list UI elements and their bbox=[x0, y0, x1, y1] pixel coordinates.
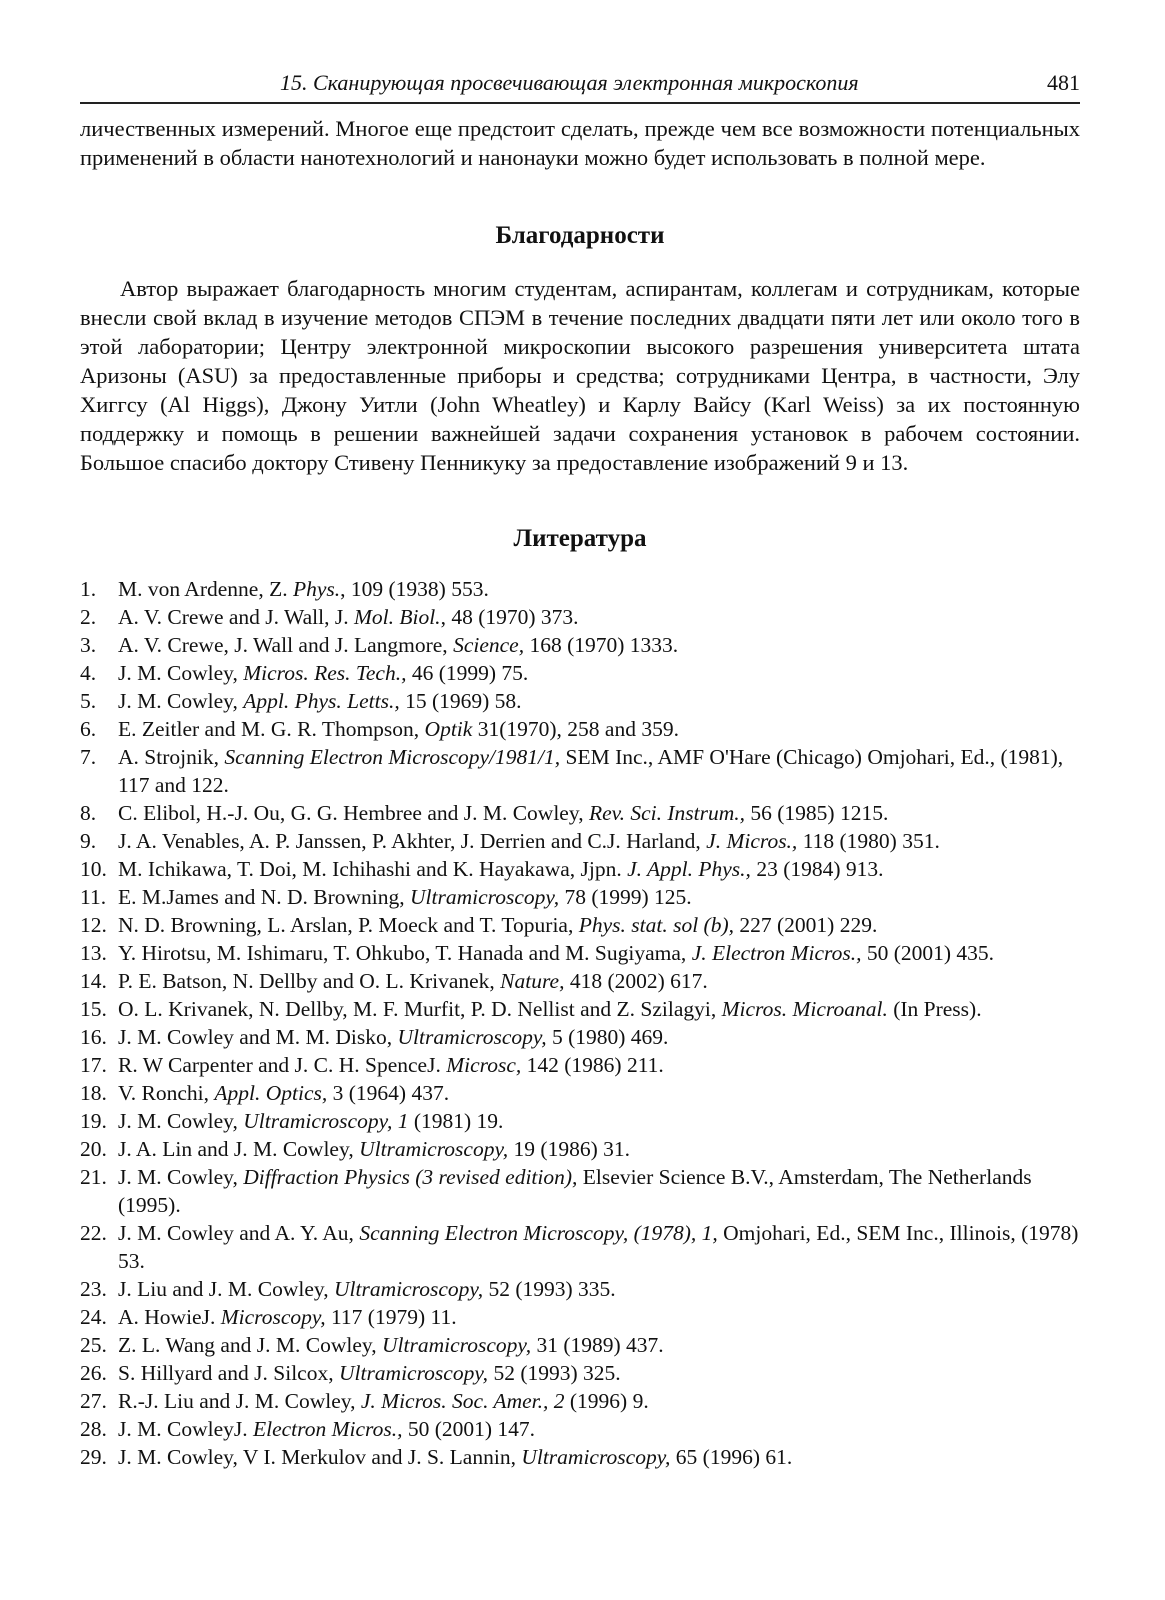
reference-details: Omjohari, Ed., SEM Inc., Illinois, (1978) 53. bbox=[118, 1221, 1079, 1273]
reference-number: 24. bbox=[80, 1305, 107, 1329]
reference-details: 118 (1980) 351. bbox=[797, 829, 940, 853]
reference-item bbox=[80, 1163, 1080, 1219]
reference-number: 7. bbox=[80, 745, 97, 769]
reference-source: J. Micros., bbox=[706, 829, 798, 853]
reference-source: Appl. Phys. Letts., bbox=[243, 689, 400, 713]
page bbox=[80, 70, 1080, 1471]
reference-text bbox=[118, 1415, 1080, 1443]
reference-authors: N. D. Browning, L. Arslan, P. Moeck and T. Topuria, bbox=[118, 913, 579, 937]
reference-number: 22. bbox=[80, 1221, 107, 1245]
reference-source: J. Appl. Phys., bbox=[627, 857, 751, 881]
reference-source: Phys. bbox=[292, 577, 341, 601]
reference-details: 15 (1969) 58. bbox=[399, 689, 522, 713]
reference-source: Appl. Optics, bbox=[214, 1081, 328, 1105]
reference-details: SEM Inc., AMF O'Hare (Chicago) Omjohari, Ed., (1981), 117 and 122. bbox=[118, 745, 1064, 797]
reference-item bbox=[80, 939, 1080, 967]
reference-item bbox=[80, 1275, 1080, 1303]
reference-source: J. Electron Micros., bbox=[691, 941, 862, 965]
reference-source: Micros. Microanal. bbox=[721, 997, 888, 1021]
reference-details: 78 (1999) 125. bbox=[559, 885, 692, 909]
reference-authors: E. Zeitler and M. G. R. Thompson, bbox=[118, 717, 425, 741]
reference-item bbox=[80, 1443, 1080, 1471]
reference-authors: S. Hillyard and J. Silcox, bbox=[118, 1361, 339, 1385]
reference-source: Micros. Res. Tech., bbox=[243, 661, 407, 685]
literature-heading: Литература bbox=[513, 525, 647, 552]
reference-source: Science, bbox=[453, 633, 525, 657]
reference-item bbox=[80, 659, 1080, 687]
reference-number: 28. bbox=[80, 1417, 107, 1441]
reference-details: 168 (1970) 1333. bbox=[524, 633, 679, 657]
reference-number: 26. bbox=[80, 1361, 107, 1385]
reference-text bbox=[118, 1135, 1080, 1163]
reference-text bbox=[118, 827, 1080, 855]
reference-details: , 109 (1938) 553. bbox=[340, 577, 489, 601]
reference-item bbox=[80, 1387, 1080, 1415]
reference-authors: A. V. Crewe and J. Wall, J. bbox=[118, 605, 354, 629]
reference-text bbox=[118, 1387, 1080, 1415]
reference-item bbox=[80, 631, 1080, 659]
reference-authors: P. E. Batson, N. Dellby and O. L. Krivanek, bbox=[118, 969, 501, 993]
reference-source: Ultramicroscopy, bbox=[338, 1361, 489, 1385]
reference-details: 56 (1985) 1215. bbox=[745, 801, 889, 825]
reference-authors: Z. L. Wang and J. M. Cowley, bbox=[118, 1333, 383, 1357]
reference-details: 227 (2001) 229. bbox=[734, 913, 878, 937]
reference-item bbox=[80, 1415, 1080, 1443]
reference-details: 52 (1993) 335. bbox=[483, 1277, 616, 1301]
reference-item bbox=[80, 911, 1080, 939]
reference-source: Nature, bbox=[500, 969, 565, 993]
reference-text bbox=[118, 659, 1080, 687]
reference-details: 65 (1996) 61. bbox=[670, 1445, 793, 1469]
reference-number: 20. bbox=[80, 1137, 107, 1161]
page-number: 481 bbox=[1047, 70, 1080, 95]
reference-text bbox=[118, 995, 1080, 1023]
reference-details: 117 (1979) 11. bbox=[325, 1305, 457, 1329]
reference-text bbox=[118, 883, 1080, 911]
reference-item bbox=[80, 1219, 1080, 1275]
reference-item bbox=[80, 715, 1080, 743]
reference-details: , 48 (1970) 373. bbox=[440, 605, 579, 629]
reference-authors: J. M. Cowley and A. Y. Au, bbox=[118, 1221, 360, 1245]
reference-source: Microscopy, bbox=[220, 1305, 326, 1329]
reference-source: Ultramicroscopy, 1 bbox=[243, 1109, 409, 1133]
reference-number: 4. bbox=[80, 661, 97, 685]
reference-item bbox=[80, 603, 1080, 631]
reference-authors: E. M.James and N. D. Browning, bbox=[118, 885, 411, 909]
reference-text bbox=[118, 575, 1080, 603]
reference-number: 8. bbox=[80, 801, 97, 825]
reference-number: 9. bbox=[80, 829, 97, 853]
reference-item bbox=[80, 575, 1080, 603]
reference-text bbox=[118, 967, 1080, 995]
reference-item bbox=[80, 883, 1080, 911]
reference-item bbox=[80, 687, 1080, 715]
reference-authors: J. M. Cowley, V I. Merkulov and J. S. Lannin, bbox=[118, 1445, 522, 1469]
reference-details: 19 (1986) 31. bbox=[508, 1137, 630, 1161]
reference-source: Rev. Sci. Instrum., bbox=[588, 801, 745, 825]
reference-number: 19. bbox=[80, 1109, 107, 1133]
reference-authors: R.-J. Liu and J. M. Cowley, bbox=[118, 1389, 361, 1413]
reference-number: 18. bbox=[80, 1081, 107, 1105]
reference-item bbox=[80, 827, 1080, 855]
reference-source: Ultramicroscopy, bbox=[334, 1277, 484, 1301]
reference-authors: Y. Hirotsu, M. Ishimaru, T. Ohkubo, T. Hanada and M. Sugiyama, bbox=[118, 941, 692, 965]
reference-details: 5 (1980) 469. bbox=[546, 1025, 669, 1049]
reference-source: Optik bbox=[424, 717, 473, 741]
reference-number: 29. bbox=[80, 1445, 107, 1469]
reference-number: 25. bbox=[80, 1333, 107, 1357]
reference-text bbox=[118, 1275, 1080, 1303]
reference-text bbox=[118, 1107, 1080, 1135]
reference-authors: J. A. Venables, A. P. Janssen, P. Akhter, J. Derrien and C.J. Harland, bbox=[118, 829, 707, 853]
continuation-paragraph: личественных измерений. Многое еще предстоит сделать, прежде чем все возможности потенциальных применений в области нанотехнологий и нанонауки можно будет использовать в полной мере. bbox=[80, 116, 1080, 170]
reference-number: 3. bbox=[80, 633, 97, 657]
reference-text bbox=[118, 715, 1080, 743]
reference-number: 12. bbox=[80, 913, 107, 937]
reference-item bbox=[80, 799, 1080, 827]
reference-details: 52 (1993) 325. bbox=[488, 1361, 621, 1385]
reference-source: Scanning Electron Microscopy/1981/1, bbox=[224, 745, 561, 769]
reference-details: 31(1970), 258 and 359. bbox=[472, 717, 679, 741]
reference-text bbox=[118, 939, 1080, 967]
reference-item bbox=[80, 1135, 1080, 1163]
reference-item bbox=[80, 967, 1080, 995]
reference-number: 27. bbox=[80, 1389, 107, 1413]
reference-item bbox=[80, 1331, 1080, 1359]
reference-source: Scanning Electron Microscopy, (1978), 1, bbox=[359, 1221, 718, 1245]
reference-number: 11. bbox=[80, 885, 107, 909]
reference-authors: M. Ichikawa, T. Doi, M. Ichihashi and K. Hayakawa, Jjpn. bbox=[118, 857, 628, 881]
reference-item bbox=[80, 855, 1080, 883]
reference-item bbox=[80, 995, 1080, 1023]
reference-authors: J. Liu and J. M. Cowley, bbox=[118, 1277, 334, 1301]
reference-details: (In Press). bbox=[887, 997, 982, 1021]
reference-source: Microsc, bbox=[446, 1053, 522, 1077]
reference-text bbox=[118, 1359, 1080, 1387]
reference-text bbox=[118, 1023, 1080, 1051]
reference-authors: J. M. Cowley and M. M. Disko, bbox=[118, 1025, 398, 1049]
reference-source: Ultramicroscopy, bbox=[521, 1445, 671, 1469]
reference-text bbox=[118, 687, 1080, 715]
running-head bbox=[80, 70, 1080, 104]
reference-text bbox=[118, 1443, 1080, 1471]
reference-text bbox=[118, 631, 1080, 659]
reference-authors: J. M. CowleyJ. bbox=[118, 1417, 253, 1441]
reference-item bbox=[80, 743, 1080, 799]
reference-text bbox=[118, 1331, 1080, 1359]
reference-item bbox=[80, 1107, 1080, 1135]
reference-authors: A. HowieJ. bbox=[118, 1305, 221, 1329]
reference-list bbox=[80, 575, 1080, 1471]
reference-authors: A. Strojnik, bbox=[118, 745, 225, 769]
reference-text bbox=[118, 603, 1080, 631]
acknowledgements-heading: Благодарности bbox=[495, 222, 665, 249]
reference-item bbox=[80, 1079, 1080, 1107]
reference-details: 50 (2001) 435. bbox=[861, 941, 995, 965]
reference-text bbox=[118, 855, 1080, 883]
reference-item bbox=[80, 1051, 1080, 1079]
reference-number: 13. bbox=[80, 941, 107, 965]
reference-number: 17. bbox=[80, 1053, 107, 1077]
running-head-title: 15. Сканирующая просвечивающая электронная микроскопия bbox=[280, 70, 859, 95]
reference-text bbox=[118, 911, 1080, 939]
reference-details: Elsevier Science B.V., Amsterdam, The Netherlands (1995). bbox=[118, 1165, 1032, 1217]
reference-details: 31 (1989) 437. bbox=[531, 1333, 664, 1357]
reference-authors: V. Ronchi, bbox=[118, 1081, 215, 1105]
acknowledgements-paragraph: Автор выражает благодарность многим студентам, аспирантам, коллегам и сотрудникам, которые внесли свой вклад в изучение методов СПЭМ в течение последних двадцати пяти лет или около того в этой лаборатории; Центру электронной микроскопии высокого разрешения университета штата Аризоны (ASU) за предоставленные приборы и средства; сотрудниками Центра, в частности, Элу Хиггсу (Al Higgs), Джону Уитли (John Wheatley) и Карлу Вайсу (Karl Weiss) за их постоянную поддержку и помощь в решении важнейшей задачи сохранения установок в рабочем состоянии. Большое спасибо доктору Стивену Пенникуку за предоставление изображений 9 и 13. bbox=[80, 276, 1080, 475]
reference-text bbox=[118, 1303, 1080, 1331]
reference-details: (1996) 9. bbox=[564, 1389, 649, 1413]
reference-text bbox=[118, 1051, 1080, 1079]
reference-number: 23. bbox=[80, 1277, 107, 1301]
reference-text bbox=[118, 1219, 1080, 1275]
reference-authors: C. Elibol, H.-J. Ou, G. G. Hembree and J. M. Cowley, bbox=[118, 801, 589, 825]
reference-text bbox=[118, 1079, 1080, 1107]
reference-authors: J. A. Lin and J. M. Cowley, bbox=[118, 1137, 360, 1161]
reference-source: Mol. Biol. bbox=[353, 605, 441, 629]
reference-number: 15. bbox=[80, 997, 107, 1021]
reference-details: 3 (1964) 437. bbox=[327, 1081, 450, 1105]
reference-details: 418 (2002) 617. bbox=[564, 969, 708, 993]
reference-text bbox=[118, 799, 1080, 827]
reference-authors: R. W Carpenter and J. C. H. SpenceJ. bbox=[118, 1053, 447, 1077]
reference-authors: A. V. Crewe, J. Wall and J. Langmore, bbox=[118, 633, 454, 657]
reference-number: 5. bbox=[80, 689, 97, 713]
reference-number: 6. bbox=[80, 717, 97, 741]
reference-authors: O. L. Krivanek, N. Dellby, M. F. Murfit, P. D. Nellist and Z. Szilagyi, bbox=[118, 997, 722, 1021]
reference-details: (1981) 19. bbox=[408, 1109, 504, 1133]
reference-source: Ultramicroscopy, bbox=[359, 1137, 509, 1161]
reference-authors: J. M. Cowley, bbox=[118, 661, 244, 685]
reference-authors: J. M. Cowley, bbox=[118, 1109, 244, 1133]
reference-source: Diffraction Physics (3 revised edition), bbox=[243, 1165, 578, 1189]
reference-item bbox=[80, 1303, 1080, 1331]
reference-authors: J. M. Cowley, bbox=[118, 689, 244, 713]
reference-details: 50 (2001) 147. bbox=[402, 1417, 536, 1441]
reference-authors: M. von Ardenne, Z. bbox=[118, 577, 293, 601]
reference-number: 1. bbox=[80, 577, 97, 601]
reference-text bbox=[118, 743, 1080, 799]
reference-details: 142 (1986) 211. bbox=[521, 1053, 664, 1077]
reference-source: Electron Micros., bbox=[252, 1417, 403, 1441]
reference-source: Ultramicroscopy, bbox=[410, 885, 560, 909]
reference-source: Ultramicroscopy, bbox=[397, 1025, 547, 1049]
reference-source: Phys. stat. sol (b), bbox=[578, 913, 734, 937]
reference-authors: J. M. Cowley, bbox=[118, 1165, 244, 1189]
reference-number: 2. bbox=[80, 605, 97, 629]
reference-item bbox=[80, 1023, 1080, 1051]
reference-number: 10. bbox=[80, 857, 107, 881]
reference-source: Ultramicroscopy, bbox=[382, 1333, 532, 1357]
reference-details: 46 (1999) 75. bbox=[406, 661, 529, 685]
reference-source: J. Micros. Soc. Amer., 2 bbox=[360, 1389, 565, 1413]
reference-number: 21. bbox=[80, 1165, 107, 1189]
reference-details: 23 (1984) 913. bbox=[750, 857, 884, 881]
reference-number: 14. bbox=[80, 969, 107, 993]
reference-text bbox=[118, 1163, 1080, 1219]
reference-item bbox=[80, 1359, 1080, 1387]
reference-number: 16. bbox=[80, 1025, 107, 1049]
